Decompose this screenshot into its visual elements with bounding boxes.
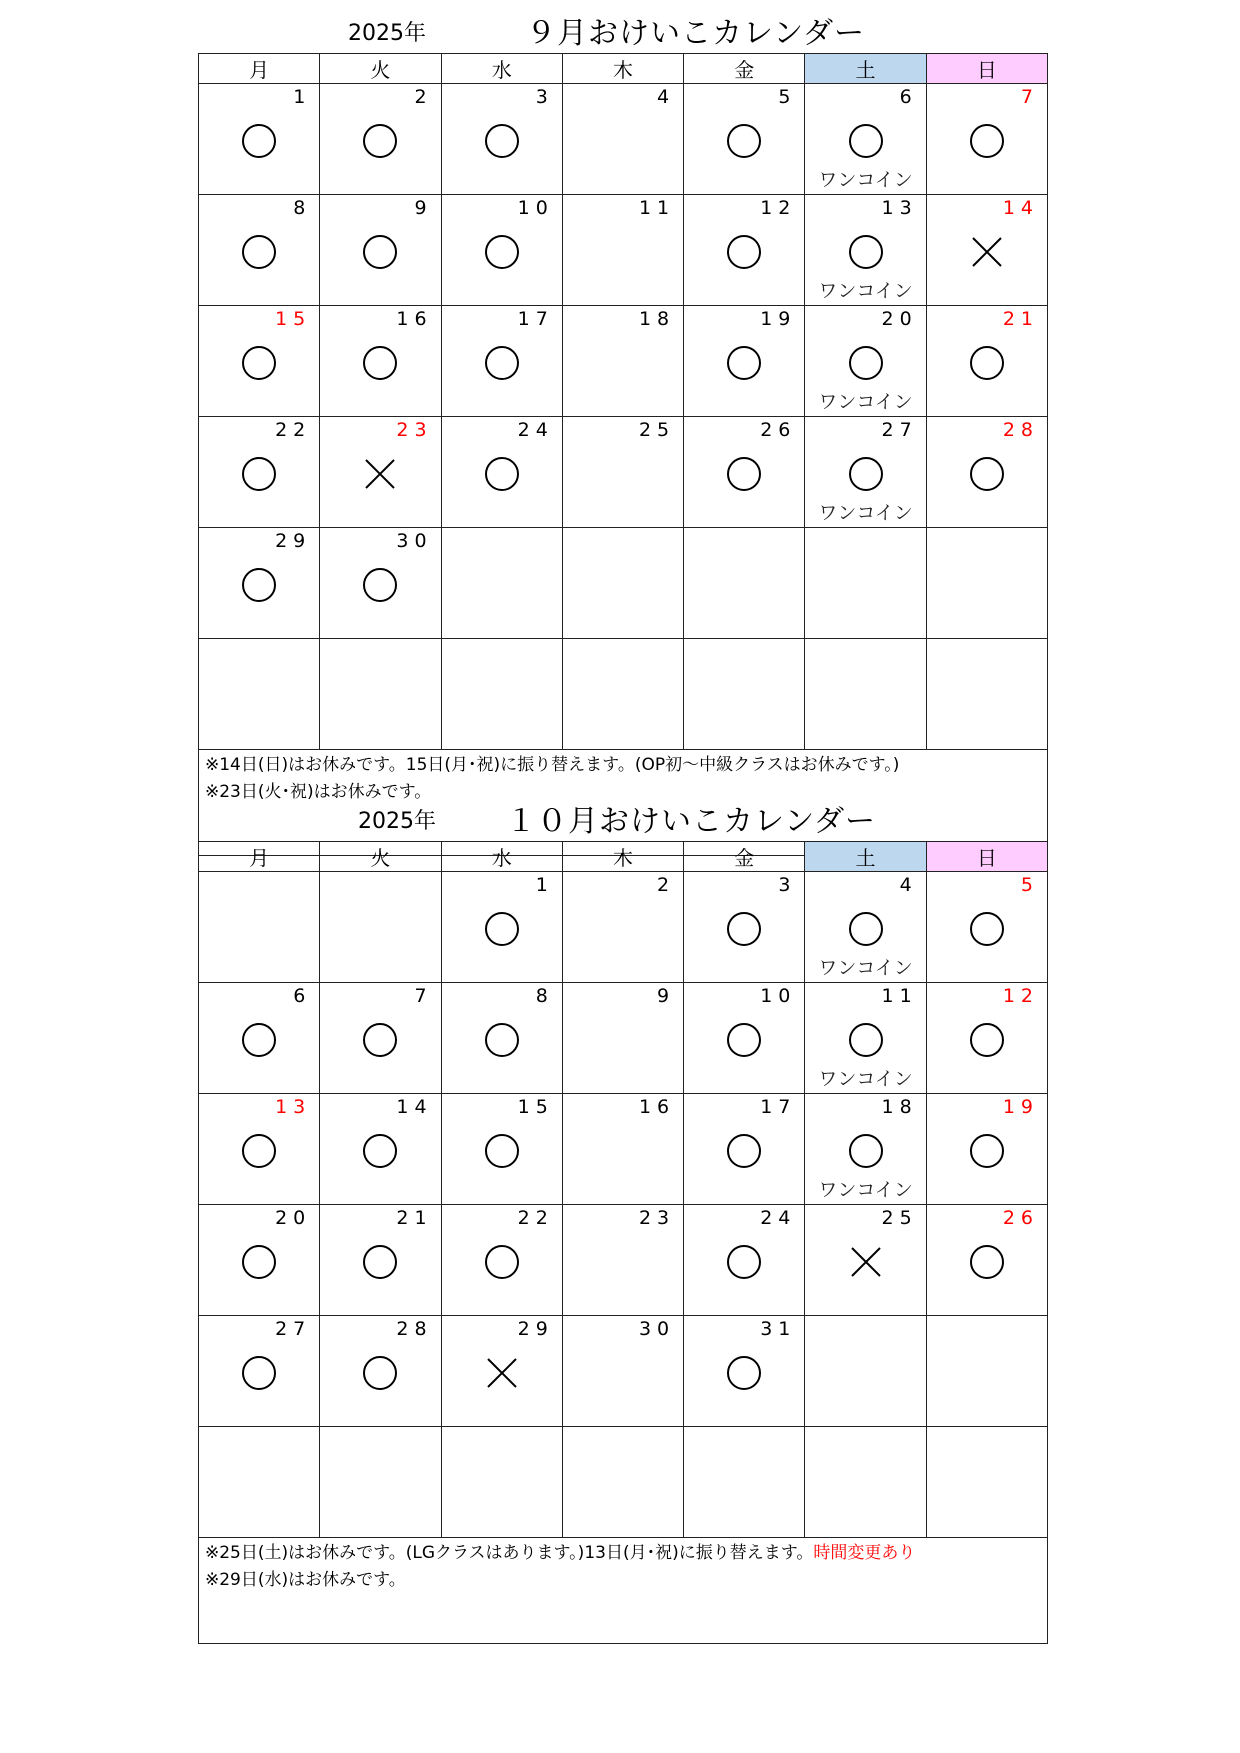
weekday-tue: 火: [320, 54, 441, 84]
day-cell: [684, 639, 805, 750]
day-cell: [805, 872, 926, 983]
day-number: 2: [414, 86, 433, 108]
note-highlight: 時間変更あり: [813, 1543, 916, 1563]
day-number: 29: [275, 530, 312, 552]
circle-mark-icon: [362, 345, 398, 381]
day-cell: [320, 639, 441, 750]
day-cell: [684, 983, 805, 1094]
day-number: 8: [535, 985, 554, 1007]
day-number: 25: [881, 1207, 918, 1229]
day-cell: [199, 306, 320, 417]
day-number: 16: [638, 1096, 676, 1118]
day-number: 16: [396, 308, 433, 330]
circle-mark-icon: [726, 911, 762, 947]
circle-mark-icon: [848, 345, 884, 381]
day-number: 21: [396, 1207, 433, 1229]
note-line: [205, 752, 1041, 779]
day-number: 20: [275, 1207, 312, 1229]
day-cell: [441, 1316, 562, 1427]
circle-mark-icon: [969, 456, 1005, 492]
day-cell: [684, 1427, 805, 1538]
week-rows: [199, 84, 1048, 750]
year-label: 2025年: [358, 809, 436, 834]
day-number: 3: [535, 86, 554, 108]
day-cell: [320, 1094, 441, 1205]
circle-mark-icon: [726, 456, 762, 492]
circle-mark-icon: [484, 234, 520, 270]
day-cell: [684, 306, 805, 417]
week-row: [199, 528, 1048, 639]
day-cell: [441, 1205, 562, 1316]
day-number: 3: [778, 874, 797, 896]
notes-row: [199, 1538, 1048, 1644]
day-number: 21: [1002, 308, 1039, 330]
circle-mark-icon: [726, 123, 762, 159]
circle-mark-icon: [484, 911, 520, 947]
circle-mark-icon: [484, 1022, 520, 1058]
note-text: ※23日(火･祝)はお休みです。: [205, 782, 432, 802]
day-cell: [199, 84, 320, 195]
day-cell: [562, 306, 683, 417]
day-note: ワンコイン: [818, 169, 913, 191]
day-number: 24: [760, 1207, 797, 1229]
day-number: 5: [778, 86, 797, 108]
day-cell: [320, 306, 441, 417]
day-cell: [199, 639, 320, 750]
day-cell: [562, 1205, 683, 1316]
circle-mark-icon: [848, 234, 884, 270]
circle-mark-icon: [969, 1022, 1005, 1058]
cross-mark-icon: [848, 1244, 884, 1280]
circle-mark-icon: [969, 911, 1005, 947]
day-cell: [441, 1427, 562, 1538]
day-number: 28: [396, 1318, 433, 1340]
weekday-mon: 月: [199, 842, 320, 872]
day-number: 1: [535, 874, 554, 896]
weekday-thu: 木: [562, 842, 683, 872]
calendar-october: [198, 796, 1048, 1590]
circle-mark-icon: [241, 345, 277, 381]
week-row: [199, 1094, 1048, 1205]
day-note: ワンコイン: [818, 391, 913, 413]
day-number: 19: [760, 308, 797, 330]
circle-mark-icon: [241, 1022, 277, 1058]
circle-mark-icon: [362, 1022, 398, 1058]
circle-mark-icon: [241, 234, 277, 270]
day-number: 10: [517, 197, 554, 219]
day-cell: [684, 1205, 805, 1316]
day-cell: [562, 417, 683, 528]
day-cell: [805, 639, 926, 750]
day-number: 15: [517, 1096, 554, 1118]
day-cell: [320, 84, 441, 195]
day-cell: [199, 417, 320, 528]
weekday-fri: 金: [684, 54, 805, 84]
weekday-fri: 金: [684, 842, 805, 872]
circle-mark-icon: [362, 234, 398, 270]
day-cell: [441, 1094, 562, 1205]
day-cell: [926, 417, 1047, 528]
day-cell: [684, 872, 805, 983]
day-number: 12: [760, 197, 797, 219]
circle-mark-icon: [241, 1133, 277, 1169]
weekday-sat: 土: [805, 842, 926, 872]
day-number: 11: [638, 197, 676, 219]
day-cell: [199, 1205, 320, 1316]
weekday-mon: 月: [199, 54, 320, 84]
circle-mark-icon: [484, 456, 520, 492]
circle-mark-icon: [848, 911, 884, 947]
note-text: ※29日(水)はお休みです。: [205, 1570, 406, 1590]
day-cell: [805, 528, 926, 639]
day-cell: [199, 1427, 320, 1538]
day-number: 11: [881, 985, 918, 1007]
day-number: 2: [657, 874, 676, 896]
day-number: 15: [275, 308, 312, 330]
weekday-sun: 日: [926, 54, 1047, 84]
day-cell: [562, 528, 683, 639]
notes-box: [199, 1538, 1048, 1644]
cross-mark-icon: [969, 234, 1005, 270]
circle-mark-icon: [362, 1244, 398, 1280]
day-cell: [320, 1427, 441, 1538]
note-line: [205, 1540, 1041, 1567]
day-number: 26: [1002, 1207, 1039, 1229]
circle-mark-icon: [969, 1244, 1005, 1280]
day-cell: [199, 1316, 320, 1427]
day-number: 22: [517, 1207, 554, 1229]
day-cell: [320, 528, 441, 639]
circle-mark-icon: [969, 345, 1005, 381]
day-cell: [320, 872, 441, 983]
calendar-grid: [198, 841, 1048, 1644]
circle-mark-icon: [362, 567, 398, 603]
day-cell: [926, 872, 1047, 983]
weekday-header-row: [199, 842, 1048, 872]
circle-mark-icon: [726, 1133, 762, 1169]
day-cell: [441, 306, 562, 417]
day-cell: [684, 1316, 805, 1427]
week-row: [199, 639, 1048, 750]
day-cell: [926, 1427, 1047, 1538]
day-number: 27: [275, 1318, 312, 1340]
circle-mark-icon: [484, 1244, 520, 1280]
day-number: 12: [1002, 985, 1039, 1007]
day-cell: [562, 1316, 683, 1427]
day-number: 9: [414, 197, 433, 219]
week-row: [199, 306, 1048, 417]
day-cell: [320, 983, 441, 1094]
day-cell: [805, 1316, 926, 1427]
day-cell: [441, 417, 562, 528]
day-number: 18: [881, 1096, 918, 1118]
cross-mark-icon: [362, 456, 398, 492]
day-number: 9: [657, 985, 676, 1007]
circle-mark-icon: [848, 1022, 884, 1058]
day-cell: [199, 528, 320, 639]
circle-mark-icon: [241, 123, 277, 159]
day-cell: [926, 84, 1047, 195]
circle-mark-icon: [848, 123, 884, 159]
day-number: 13: [275, 1096, 312, 1118]
day-note: ワンコイン: [818, 280, 913, 302]
day-number: 30: [638, 1318, 676, 1340]
day-number: 10: [760, 985, 797, 1007]
day-cell: [805, 1094, 926, 1205]
calendar-title: [198, 8, 1048, 52]
week-row: [199, 1205, 1048, 1316]
circle-mark-icon: [726, 1022, 762, 1058]
day-number: 30: [396, 530, 433, 552]
day-number: 6: [899, 86, 918, 108]
day-cell: [805, 195, 926, 306]
day-cell: [320, 417, 441, 528]
circle-mark-icon: [241, 567, 277, 603]
circle-mark-icon: [484, 1133, 520, 1169]
week-row: [199, 1316, 1048, 1427]
day-number: 4: [899, 874, 918, 896]
year-label: 2025年: [348, 21, 426, 46]
week-row: [199, 1427, 1048, 1538]
week-row: [199, 872, 1048, 983]
day-number: 20: [881, 308, 918, 330]
day-cell: [562, 872, 683, 983]
day-number: 14: [1002, 197, 1039, 219]
day-cell: [926, 639, 1047, 750]
weekday-tue: 火: [320, 842, 441, 872]
day-cell: [926, 528, 1047, 639]
day-cell: [926, 1316, 1047, 1427]
day-cell: [805, 84, 926, 195]
day-cell: [562, 1094, 683, 1205]
day-cell: [926, 1205, 1047, 1316]
day-cell: [562, 983, 683, 1094]
day-cell: [926, 983, 1047, 1094]
circle-mark-icon: [726, 1355, 762, 1391]
day-number: 17: [517, 308, 554, 330]
day-cell: [684, 417, 805, 528]
day-cell: [684, 195, 805, 306]
circle-mark-icon: [969, 1133, 1005, 1169]
day-note: ワンコイン: [818, 1068, 913, 1090]
calendar-title: [198, 796, 1048, 840]
day-cell: [441, 639, 562, 750]
weekday-header-row: [199, 54, 1048, 84]
calendar-grid: [198, 53, 1048, 856]
day-cell: [441, 84, 562, 195]
day-cell: [805, 1427, 926, 1538]
day-cell: [926, 195, 1047, 306]
calendar-september: [198, 8, 1048, 802]
day-cell: [562, 639, 683, 750]
day-cell: [684, 1094, 805, 1205]
day-cell: [199, 983, 320, 1094]
weekday-sat: 土: [805, 54, 926, 84]
day-cell: [441, 528, 562, 639]
circle-mark-icon: [726, 345, 762, 381]
day-number: 6: [293, 985, 312, 1007]
day-cell: [441, 872, 562, 983]
day-number: 23: [638, 1207, 676, 1229]
day-cell: [199, 872, 320, 983]
day-cell: [926, 1094, 1047, 1205]
circle-mark-icon: [241, 1355, 277, 1391]
day-cell: [562, 195, 683, 306]
circle-mark-icon: [241, 1244, 277, 1280]
day-cell: [320, 1205, 441, 1316]
day-cell: [320, 1316, 441, 1427]
day-cell: [562, 1427, 683, 1538]
day-number: 7: [1020, 86, 1039, 108]
day-number: 7: [414, 985, 433, 1007]
day-cell: [441, 195, 562, 306]
note-text: ※25日(土)はお休みです。(LGクラスはあります。)13日(月･祝)に振り替えます。: [205, 1543, 814, 1563]
day-number: 13: [881, 197, 918, 219]
day-number: 14: [396, 1096, 433, 1118]
day-number: 17: [760, 1096, 797, 1118]
day-number: 28: [1002, 419, 1039, 441]
note-text: ※14日(日)はお休みです。15日(月･祝)に振り替えます。(OP初～中級クラスはお休みです。): [205, 755, 900, 775]
circle-mark-icon: [726, 1244, 762, 1280]
week-row: [199, 195, 1048, 306]
circle-mark-icon: [484, 345, 520, 381]
weekday-thu: 木: [562, 54, 683, 84]
day-cell: [805, 417, 926, 528]
day-note: ワンコイン: [818, 502, 913, 524]
weekday-sun: 日: [926, 842, 1047, 872]
circle-mark-icon: [848, 1133, 884, 1169]
day-number: 22: [275, 419, 312, 441]
circle-mark-icon: [362, 123, 398, 159]
day-number: 4: [657, 86, 676, 108]
weekday-wed: 水: [441, 842, 562, 872]
day-note: ワンコイン: [818, 1179, 913, 1201]
week-rows: [199, 872, 1048, 1538]
day-number: 26: [760, 419, 797, 441]
month-title: ９月おけいこカレンダー: [526, 16, 866, 51]
day-note: ワンコイン: [818, 957, 913, 979]
week-row: [199, 417, 1048, 528]
day-number: 5: [1020, 874, 1039, 896]
day-cell: [320, 195, 441, 306]
day-number: 23: [396, 419, 433, 441]
day-number: 8: [293, 197, 312, 219]
circle-mark-icon: [362, 1133, 398, 1169]
circle-mark-icon: [362, 1355, 398, 1391]
day-cell: [199, 195, 320, 306]
day-number: 24: [517, 419, 554, 441]
day-cell: [926, 306, 1047, 417]
circle-mark-icon: [848, 456, 884, 492]
day-cell: [562, 84, 683, 195]
day-cell: [684, 528, 805, 639]
circle-mark-icon: [726, 234, 762, 270]
day-cell: [684, 84, 805, 195]
day-cell: [805, 983, 926, 1094]
note-line: [205, 1567, 1041, 1594]
day-cell: [441, 983, 562, 1094]
week-row: [199, 983, 1048, 1094]
day-cell: [805, 306, 926, 417]
circle-mark-icon: [969, 123, 1005, 159]
day-number: 29: [517, 1318, 554, 1340]
day-number: 1: [293, 86, 312, 108]
day-number: 18: [638, 308, 676, 330]
day-number: 31: [760, 1318, 797, 1340]
weekday-wed: 水: [441, 54, 562, 84]
circle-mark-icon: [484, 123, 520, 159]
day-cell: [199, 1094, 320, 1205]
day-cell: [805, 1205, 926, 1316]
day-number: 27: [881, 419, 918, 441]
day-number: 25: [638, 419, 676, 441]
month-title: １０月おけいこカレンダー: [506, 804, 877, 839]
cross-mark-icon: [484, 1355, 520, 1391]
circle-mark-icon: [241, 456, 277, 492]
day-number: 19: [1002, 1096, 1039, 1118]
week-row: [199, 84, 1048, 195]
